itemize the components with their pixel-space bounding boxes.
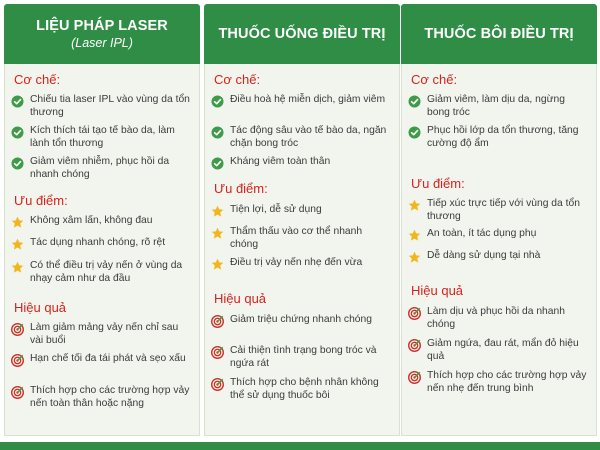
list-item — [11, 215, 193, 229]
section-title-effectiveness: Hiệu quả — [411, 283, 464, 298]
item-text: Thẩm thấu vào cơ thể nhanh chóng — [230, 226, 363, 250]
target-icon — [408, 339, 421, 352]
item-text: Chiếu tia laser IPL vào vùng da tổn thương — [30, 94, 190, 118]
star-icon — [211, 205, 224, 218]
section-title-advantages: Ưu điểm: — [14, 193, 68, 208]
list-item — [211, 314, 393, 328]
check-circle-icon — [211, 157, 224, 170]
column-header — [401, 4, 597, 64]
column-topical-medicine — [401, 4, 597, 436]
check-circle-icon — [11, 126, 24, 139]
item-text: Cải thiện tình trạng bong tróc và ngứa rát — [230, 345, 377, 369]
section-title-mechanism: Cơ chế: — [14, 72, 61, 87]
target-icon — [408, 307, 421, 320]
list-item — [211, 226, 393, 251]
column-title: LIỆU PHÁP LASER — [36, 18, 168, 34]
check-circle-icon — [211, 95, 224, 108]
target-icon — [211, 378, 224, 391]
item-text: Không xâm lấn, không đau — [30, 215, 153, 226]
item-text: Kích thích tái tạo tế bào da, làm lành tổn thương — [30, 125, 175, 149]
star-icon — [211, 227, 224, 240]
item-text: Giảm triệu chứng nhanh chóng — [230, 314, 372, 325]
list-item — [11, 260, 193, 285]
item-text: Giảm viêm nhiễm, phục hồi da nhanh chóng — [30, 156, 170, 180]
star-icon — [408, 199, 421, 212]
bottom-bar — [0, 442, 600, 450]
target-icon — [11, 354, 24, 367]
check-circle-icon — [408, 126, 421, 139]
list-item — [11, 353, 193, 367]
list-item — [211, 156, 393, 170]
list-item — [408, 306, 590, 331]
item-text: Tiện lợi, dễ sử dụng — [230, 204, 322, 215]
item-text: Tiếp xúc trực tiếp với vùng da tổn thương — [427, 198, 580, 222]
item-text: Thích hợp cho bệnh nhân không thể sử dụng thuốc bôi — [230, 377, 379, 401]
target-icon — [11, 323, 24, 336]
star-icon — [11, 261, 24, 274]
column-subtitle: (Laser IPL) — [71, 36, 133, 50]
item-text: An toàn, ít tác dụng phụ — [427, 228, 537, 239]
list-item — [11, 156, 193, 181]
item-text: Giảm viêm, làm dịu da, ngừng bong tróc — [427, 94, 565, 118]
column-body — [401, 64, 597, 436]
check-circle-icon — [211, 126, 224, 139]
item-text: Tác động sâu vào tế bào da, ngăn chặn bong tróc — [230, 125, 387, 149]
section-title-advantages: Ưu điểm: — [411, 176, 465, 191]
item-text: Kháng viêm toàn thân — [230, 156, 331, 167]
target-icon — [408, 371, 421, 384]
star-icon — [11, 238, 24, 251]
column-header — [4, 4, 200, 64]
item-text: Phục hồi lớp da tổn thương, tăng cường độ ẩm — [427, 125, 579, 149]
item-text: Điều hoà hệ miễn dịch, giảm viêm — [230, 94, 386, 105]
list-item — [11, 322, 193, 347]
column-header — [204, 4, 400, 64]
target-icon — [211, 346, 224, 359]
list-item — [408, 338, 590, 363]
list-item — [211, 345, 393, 370]
column-body — [4, 64, 200, 436]
section-title-mechanism: Cơ chế: — [411, 72, 458, 87]
item-text: Làm giảm mảng vảy nến chỉ sau vài buổi — [30, 322, 179, 346]
item-text: Có thể điều trị vảy nến ở vùng da nhạy cảm như da đầu — [30, 260, 183, 284]
check-circle-icon — [11, 95, 24, 108]
list-item — [11, 94, 193, 119]
list-item — [11, 385, 193, 410]
item-text: Hạn chế tối đa tái phát và sẹo xấu — [30, 353, 186, 364]
star-icon — [211, 258, 224, 271]
column-body — [204, 64, 400, 436]
list-item — [408, 198, 590, 223]
item-text: Làm dịu và phục hồi da nhanh chóng — [427, 306, 565, 330]
list-item — [408, 250, 590, 264]
star-icon — [11, 216, 24, 229]
list-item — [408, 125, 590, 150]
list-item — [211, 257, 393, 271]
star-icon — [408, 229, 421, 242]
item-text: Dễ dàng sử dụng tại nhà — [427, 250, 541, 261]
star-icon — [408, 251, 421, 264]
list-item — [11, 237, 193, 251]
column-title: THUỐC UỐNG ĐIỀU TRỊ — [218, 26, 386, 42]
section-title-advantages: Ưu điểm: — [214, 181, 268, 196]
target-icon — [211, 315, 224, 328]
item-text: Điều trị vảy nến nhẹ đến vừa — [230, 257, 363, 268]
check-circle-icon — [408, 95, 421, 108]
section-title-mechanism: Cơ chế: — [214, 72, 261, 87]
item-text: Tác dụng nhanh chóng, rõ rệt — [30, 237, 166, 248]
column-laser — [4, 4, 200, 436]
item-text: Giảm ngứa, đau rát, mẩn đỏ hiệu quả — [427, 338, 579, 362]
list-item — [211, 125, 393, 150]
section-title-effectiveness: Hiệu quả — [214, 291, 267, 306]
item-text: Thích hợp cho các trường hợp vảy nến toàn thân hoặc nặng — [30, 385, 190, 409]
list-item — [211, 94, 393, 108]
list-item — [408, 370, 590, 395]
list-item — [408, 94, 590, 119]
column-oral-medicine — [204, 4, 400, 436]
item-text: Thích hợp cho các trường hợp vảy nến nhẹ đến trung bình — [427, 370, 587, 394]
section-title-effectiveness: Hiệu quả — [14, 300, 67, 315]
list-item — [211, 377, 393, 402]
list-item — [211, 204, 393, 218]
list-item — [11, 125, 193, 150]
target-icon — [11, 386, 24, 399]
check-circle-icon — [11, 157, 24, 170]
list-item — [408, 228, 590, 242]
column-title: THUỐC BÔI ĐIỀU TRỊ — [424, 26, 574, 42]
